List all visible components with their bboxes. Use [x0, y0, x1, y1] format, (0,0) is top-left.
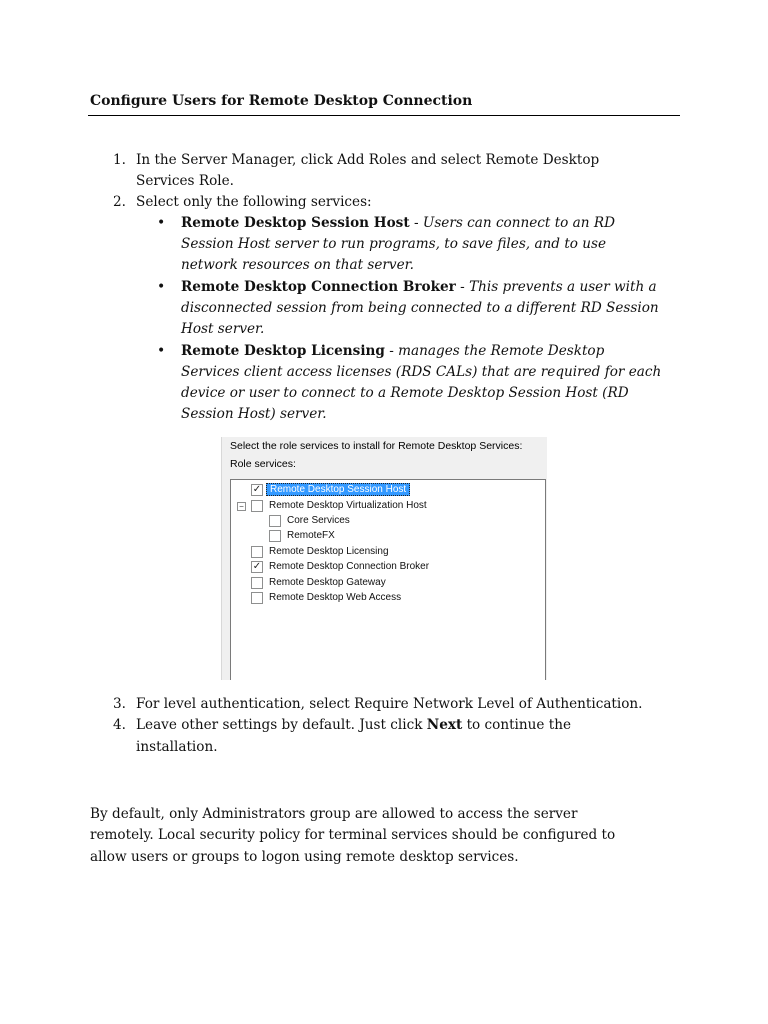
step-number: 1.: [113, 152, 126, 168]
bullet-desc: device or user to connect to a Remote Desktop Session Host (RD: [181, 385, 629, 401]
bullet-sep: -: [384, 343, 399, 359]
checkbox[interactable]: [251, 577, 263, 589]
role-item-label: RemoteFX: [287, 530, 335, 541]
checkbox[interactable]: [251, 546, 263, 558]
paragraph-line: allow users or groups to logon using remote desktop services.: [90, 849, 519, 865]
role-services-label: Role services:: [230, 458, 296, 470]
step-text: Services Role.: [136, 173, 234, 189]
bullet-term: Remote Desktop Session Host: [181, 215, 410, 231]
bullet-desc: network resources on that server.: [181, 257, 414, 273]
step-text: to continue the: [462, 717, 572, 733]
role-item-label: Remote Desktop Gateway: [269, 577, 386, 588]
bullet-desc: manages the Remote Desktop: [398, 343, 605, 359]
role-item-label: Remote Desktop Connection Broker: [269, 561, 430, 572]
checkbox[interactable]: [251, 500, 263, 512]
bullet-desc: Session Host server to run programs, to save files, and to use: [181, 236, 607, 252]
checkbox[interactable]: [269, 530, 281, 542]
role-item-label: Remote Desktop Licensing: [269, 546, 389, 557]
heading-rule: [88, 115, 680, 116]
paragraph-line: By default, only Administrators group are allowed to access the server: [90, 806, 578, 822]
checkbox[interactable]: ✓: [252, 561, 262, 572]
bullet-term: Remote Desktop Licensing: [181, 343, 385, 359]
bullet-desc: Users can connect to an RD: [422, 215, 615, 231]
step-text: Select only the following services:: [136, 194, 372, 210]
bullet-sep: -: [455, 279, 470, 295]
role-item-label: Remote Desktop Session Host: [266, 483, 410, 496]
document-heading: Configure Users for Remote Desktop Connection: [90, 93, 473, 109]
dialog-instruction: Select the role services to install for Remote Desktop Services:: [230, 440, 523, 452]
bullet-desc: disconnected session from being connected to a different RD Session: [181, 300, 659, 316]
role-item-label: Core Services: [287, 515, 350, 526]
step-text: For level authentication, select Require Network Level of Authentication.: [136, 696, 643, 712]
bullet-dot: •: [157, 279, 166, 295]
bullet-sep: -: [409, 215, 423, 231]
checkbox[interactable]: [269, 515, 281, 527]
bullet-desc: Host server.: [181, 321, 265, 337]
checkbox[interactable]: [251, 592, 263, 604]
checkbox[interactable]: ✓: [252, 484, 262, 495]
step-number: 3.: [113, 696, 126, 712]
step-number: 2.: [113, 194, 126, 210]
paragraph-line: remotely. Local security policy for terminal services should be configured to: [90, 827, 616, 843]
role-services-dialog: [221, 437, 547, 680]
bullet-dot: •: [157, 215, 166, 231]
role-item-label: Remote Desktop Web Access: [269, 592, 402, 603]
bullet-term: Remote Desktop Connection Broker: [181, 279, 456, 295]
step-number: 4.: [113, 717, 126, 733]
step-text: In the Server Manager, click Add Roles and select Remote Desktop: [136, 152, 600, 168]
bullet-desc: Session Host) server.: [181, 406, 327, 422]
step-text: Leave other settings by default. Just click: [136, 717, 427, 733]
step-text: installation.: [136, 739, 218, 755]
bullet-desc: This prevents a user with a: [469, 279, 657, 295]
step-bold: Next: [426, 717, 463, 733]
role-services-list[interactable]: [230, 479, 546, 680]
role-item-label: Remote Desktop Virtualization Host: [269, 500, 427, 511]
bullet-dot: •: [157, 343, 166, 359]
collapse-icon[interactable]: −: [237, 502, 246, 511]
bullet-desc: Services client access licenses (RDS CALs) that are required for each: [181, 364, 662, 380]
